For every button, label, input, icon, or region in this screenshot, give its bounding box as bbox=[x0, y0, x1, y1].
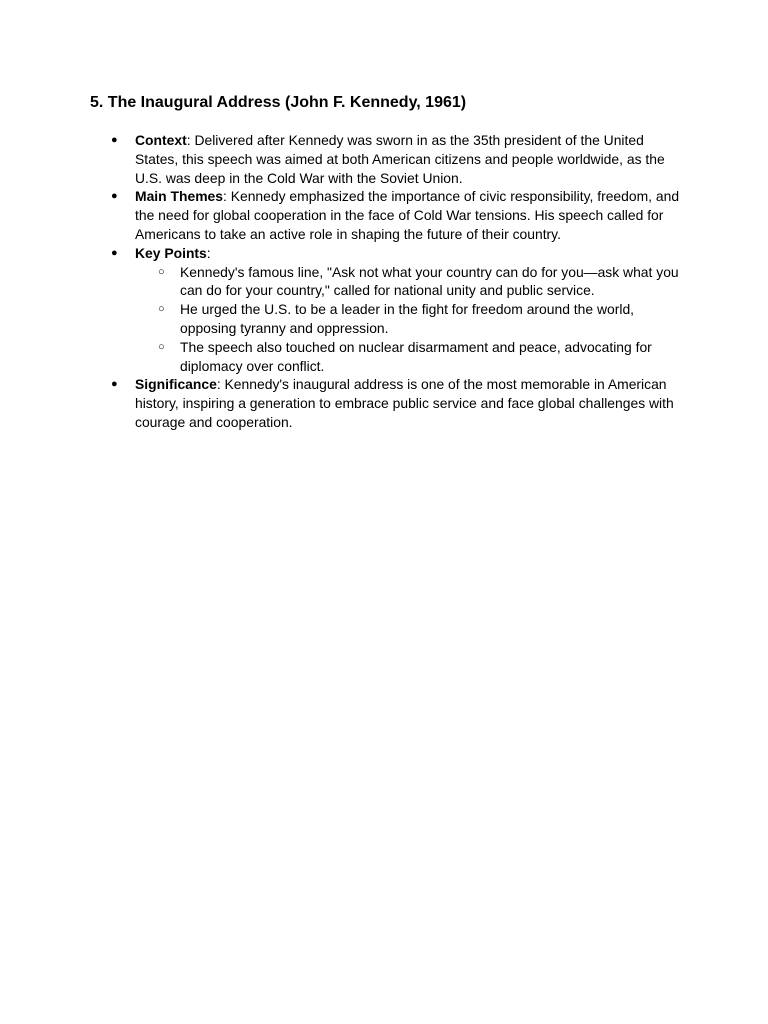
bullet-icon: ● bbox=[111, 190, 118, 203]
item-text: Kennedy emphasized the importance of civic responsibility, freedom, and the need for global cooperation in the face of Cold War tensions. His speech called for Americans to take an active role in shaping the future of their country. bbox=[135, 188, 680, 242]
document-page bbox=[90, 93, 690, 432]
list-item-main-themes bbox=[90, 187, 690, 243]
sub-bullet-list bbox=[135, 263, 690, 376]
sub-item-text: He urged the U.S. to be a leader in the fight for freedom around the world, opposing tyranny and oppression. bbox=[180, 301, 635, 336]
sub-item-text: Kennedy's famous line, "Ask not what your country can do for you—ask what you can do for your country," called for national unity and public service. bbox=[180, 263, 679, 299]
hollow-bullet-icon: ○ bbox=[158, 303, 165, 316]
sub-list-item bbox=[135, 300, 690, 338]
item-separator: : bbox=[186, 132, 195, 148]
hollow-bullet-icon: ○ bbox=[158, 265, 165, 278]
item-label: Context bbox=[135, 132, 187, 148]
list-item-key-points bbox=[90, 244, 690, 376]
item-separator: : bbox=[216, 376, 225, 393]
bullet-icon: ● bbox=[111, 134, 118, 146]
section-heading: 5. The Inaugural Address (John F. Kennedy, 1961) bbox=[90, 94, 467, 111]
item-separator: : bbox=[206, 244, 211, 261]
item-text: Kennedy's inaugural address is one of the most memorable in American history, inspiring a generation to embrace public service and face global challenges with courage and cooperation. bbox=[135, 376, 674, 430]
hollow-bullet-icon: ○ bbox=[158, 340, 165, 353]
item-label: Significance bbox=[135, 376, 217, 393]
list-item-context bbox=[90, 131, 690, 187]
sub-item-text: The speech also touched on nuclear disarmament and peace, advocating for diplomacy over conflict. bbox=[180, 338, 652, 374]
item-label: Key Points bbox=[135, 244, 207, 261]
bullet-list bbox=[90, 131, 690, 432]
bullet-icon: ● bbox=[111, 378, 118, 391]
list-item-significance bbox=[90, 375, 690, 431]
sub-list-item bbox=[135, 263, 690, 301]
item-separator: : bbox=[223, 188, 231, 205]
item-label: Main Themes bbox=[135, 188, 223, 205]
bullet-icon: ● bbox=[111, 246, 118, 259]
item-text: Delivered after Kennedy was sworn in as the 35th president of the United States, this speech was aimed at both American citizens and people worldwide, as the U.S. was deep in the Cold War with the Soviet Union. bbox=[135, 132, 665, 186]
sub-list-item bbox=[135, 338, 690, 376]
